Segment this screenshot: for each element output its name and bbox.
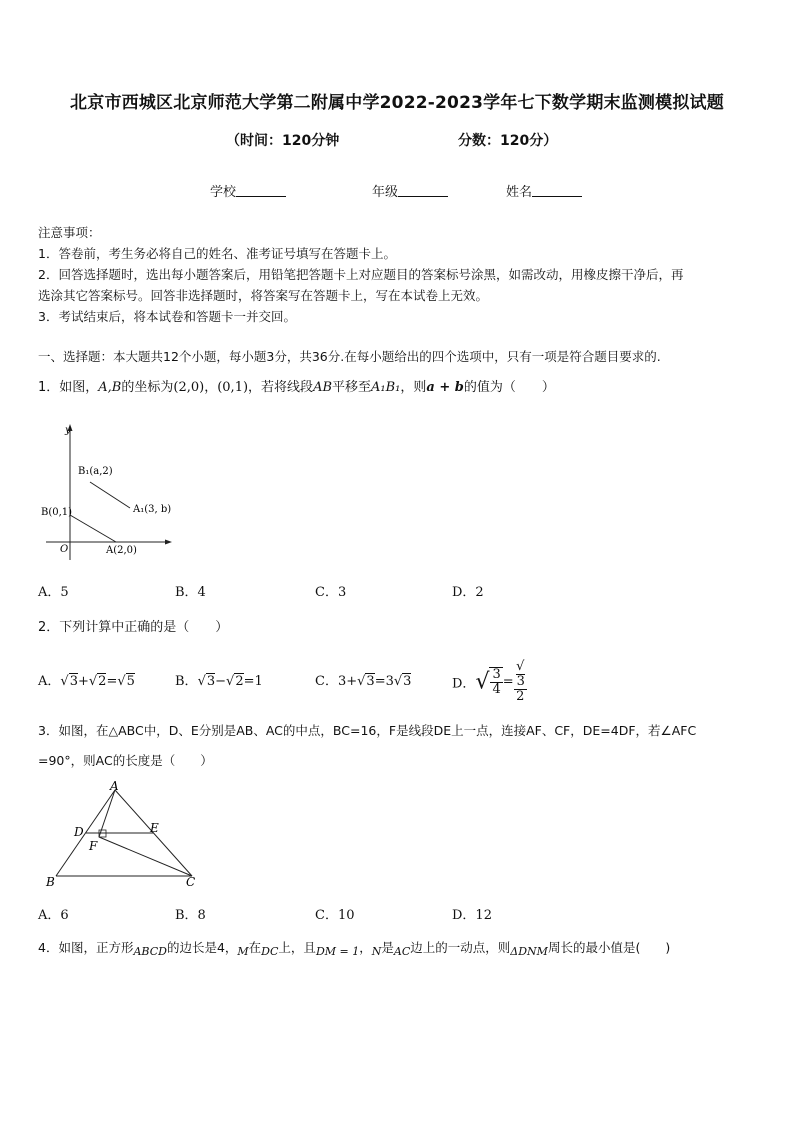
q1-option-d[interactable]: D．2 <box>452 585 484 600</box>
q1-option-a[interactable]: A．5 <box>38 585 69 600</box>
q2-option-a[interactable]: A．√3+√2=√5 <box>38 674 135 689</box>
q1-expression: a + b <box>426 380 464 395</box>
grade-label: 年级 <box>372 185 399 200</box>
q1-text: 的坐标为 <box>121 380 174 395</box>
question-3-stem <box>38 716 763 776</box>
option-label: D． <box>452 676 476 692</box>
page-title: 北京市西城区北京师范大学第二附属中学2022-2023学年七下数学期末监测模拟试题 <box>70 93 724 113</box>
grade-blank <box>398 184 448 197</box>
point-a-label: A(2,0) <box>106 545 137 556</box>
radicand: 2 <box>235 674 244 689</box>
operator: = <box>243 674 255 689</box>
q1-sep: ， <box>204 380 218 395</box>
q4-text: 是 <box>381 940 394 955</box>
option-label: A． <box>38 674 61 689</box>
operator: = <box>106 674 118 689</box>
q1-num: 1．如图， <box>38 380 99 395</box>
denominator: 2 <box>516 689 525 704</box>
point-d-label: D <box>74 825 84 839</box>
q4-text: 的边长是4， <box>166 940 238 955</box>
note-item: 选涂其它答案标号。回答非选择题时，将答案写在答题卡上，写在本试卷上无效。 <box>38 288 489 303</box>
x-axis-arrow <box>165 540 172 545</box>
value: 1 <box>254 674 263 689</box>
vertex-a-label: A <box>110 780 119 793</box>
q3-line: =90°，则AC的长度是（ ） <box>38 753 213 768</box>
name-blank <box>532 184 582 197</box>
notes-section <box>38 222 758 327</box>
q4-square: ABCD <box>133 945 167 958</box>
q3-option-a[interactable]: A．6 <box>38 908 69 923</box>
option-label: B． <box>175 674 198 689</box>
numerator: 3 <box>492 667 501 682</box>
question-2-stem: 2．下列计算中正确的是（ ） <box>38 620 229 635</box>
option-label: C． <box>315 674 338 689</box>
radicand: 3 <box>366 674 375 689</box>
y-axis-label: y <box>65 425 71 436</box>
q1-segment: AB <box>313 380 333 395</box>
q2-option-b[interactable]: B．√3−√2=1 <box>175 674 263 689</box>
fraction: √ 3 2 <box>514 660 527 704</box>
origin-label: O <box>60 544 69 555</box>
segment-a1b1 <box>90 482 130 508</box>
q1-points: A,B <box>98 380 122 395</box>
q4-diagonal-ac: AC <box>393 945 411 958</box>
operator: = <box>502 674 514 690</box>
expr-part: 3+ <box>337 674 358 689</box>
question-4-stem <box>38 938 768 962</box>
denominator: 4 <box>492 682 501 697</box>
question-1-stem <box>38 378 763 398</box>
q3-option-d[interactable]: D．12 <box>452 908 492 923</box>
notes-heading: 注意事项： <box>38 225 101 240</box>
point-b-label: B(0,1) <box>41 507 73 518</box>
q4-text: 在 <box>248 940 262 955</box>
fraction <box>489 667 502 697</box>
question-1-figure <box>38 418 178 563</box>
radicand: 5 <box>126 674 135 689</box>
radicand: 3 <box>206 674 216 689</box>
school-label: 学校 <box>210 185 237 200</box>
radicand: 3 <box>69 674 78 689</box>
point-b1-label: B₁(a,2) <box>78 466 113 477</box>
question-3-figure <box>44 780 204 890</box>
q1-text: 的值为（ ） <box>463 380 555 395</box>
exam-time: （时间：120分钟 <box>226 133 340 149</box>
point-e-label: E <box>150 821 159 835</box>
q1-text: 平移至 <box>332 380 372 395</box>
q3-option-b[interactable]: B．8 <box>175 908 206 923</box>
name-label: 姓名 <box>506 185 533 200</box>
q4-point-m: M <box>237 945 249 958</box>
q1-option-b[interactable]: B．4 <box>175 585 206 600</box>
q4-triangle: ΔDNM <box>510 945 548 958</box>
q4-text: 上，且 <box>278 940 316 955</box>
q1-text: ，若将线段 <box>248 380 314 395</box>
radicand: 3 <box>403 674 412 689</box>
note-item: 2．回答选择题时，选出每小题答案后，用铅笔把答题卡上对应题目的答案标号涂黑，如需改动，用橡皮擦干净后，再 <box>38 267 684 282</box>
q4-dm: DM = 1 <box>315 945 360 958</box>
segment-ab <box>70 515 116 542</box>
note-item: 3．考试结束后，将本试卷和答题卡一并交回。 <box>38 309 296 324</box>
numerator: 3 <box>516 674 525 689</box>
operator: + <box>77 674 89 689</box>
note-item: 1．答卷前，考生务必将自己的姓名、准考证号填写在答题卡上。 <box>38 246 396 261</box>
school-field <box>210 181 286 200</box>
vertex-b-label: B <box>46 875 55 889</box>
q1-coord-a: (2,0) <box>173 380 205 395</box>
q4-side-dc: DC <box>261 945 279 958</box>
exam-score: 分数：120分） <box>458 133 558 149</box>
q4-text: 4．如图，正方形 <box>38 940 134 955</box>
point-a1-label: A₁(3, b) <box>133 504 172 515</box>
name-field <box>506 181 582 200</box>
school-blank <box>236 184 286 197</box>
sqrt-sign: √ <box>475 669 490 695</box>
segment-cf <box>99 837 192 876</box>
q4-text: ， <box>359 940 372 955</box>
radicand: 2 <box>98 674 107 689</box>
q1-text: ，则 <box>400 380 427 395</box>
q1-option-c[interactable]: C．3 <box>315 585 347 600</box>
q4-text: 周长的最小值是( ) <box>547 940 671 955</box>
section-heading: 一、选择题：本大题共12个小题，每小题3分，共36分.在每小题给出的四个选项中，只有一项是符合题目要求的. <box>38 349 661 364</box>
q2-option-d[interactable] <box>452 660 527 704</box>
point-f-label: F <box>89 839 98 853</box>
vertex-c-label: C <box>186 875 196 889</box>
q3-option-c[interactable]: C．10 <box>315 908 355 923</box>
q3-line: 3．如图，在△ABC中，D、E分别是AB、AC的中点，BC=16，F是线段DE上一点，连接AF、CF，DE=4DF，若∠AFC <box>38 723 697 738</box>
operator: − <box>215 674 227 689</box>
grade-field <box>372 181 448 200</box>
q4-point-n: N <box>371 945 382 958</box>
q1-coord-b: (0,1) <box>217 380 249 395</box>
expr-part: =3 <box>374 674 394 689</box>
q1-segment-2: A₁B₁ <box>371 380 401 395</box>
q2-option-c[interactable]: C．3+√3=3√3 <box>315 674 412 689</box>
q4-text: 边上的一动点，则 <box>410 940 511 955</box>
